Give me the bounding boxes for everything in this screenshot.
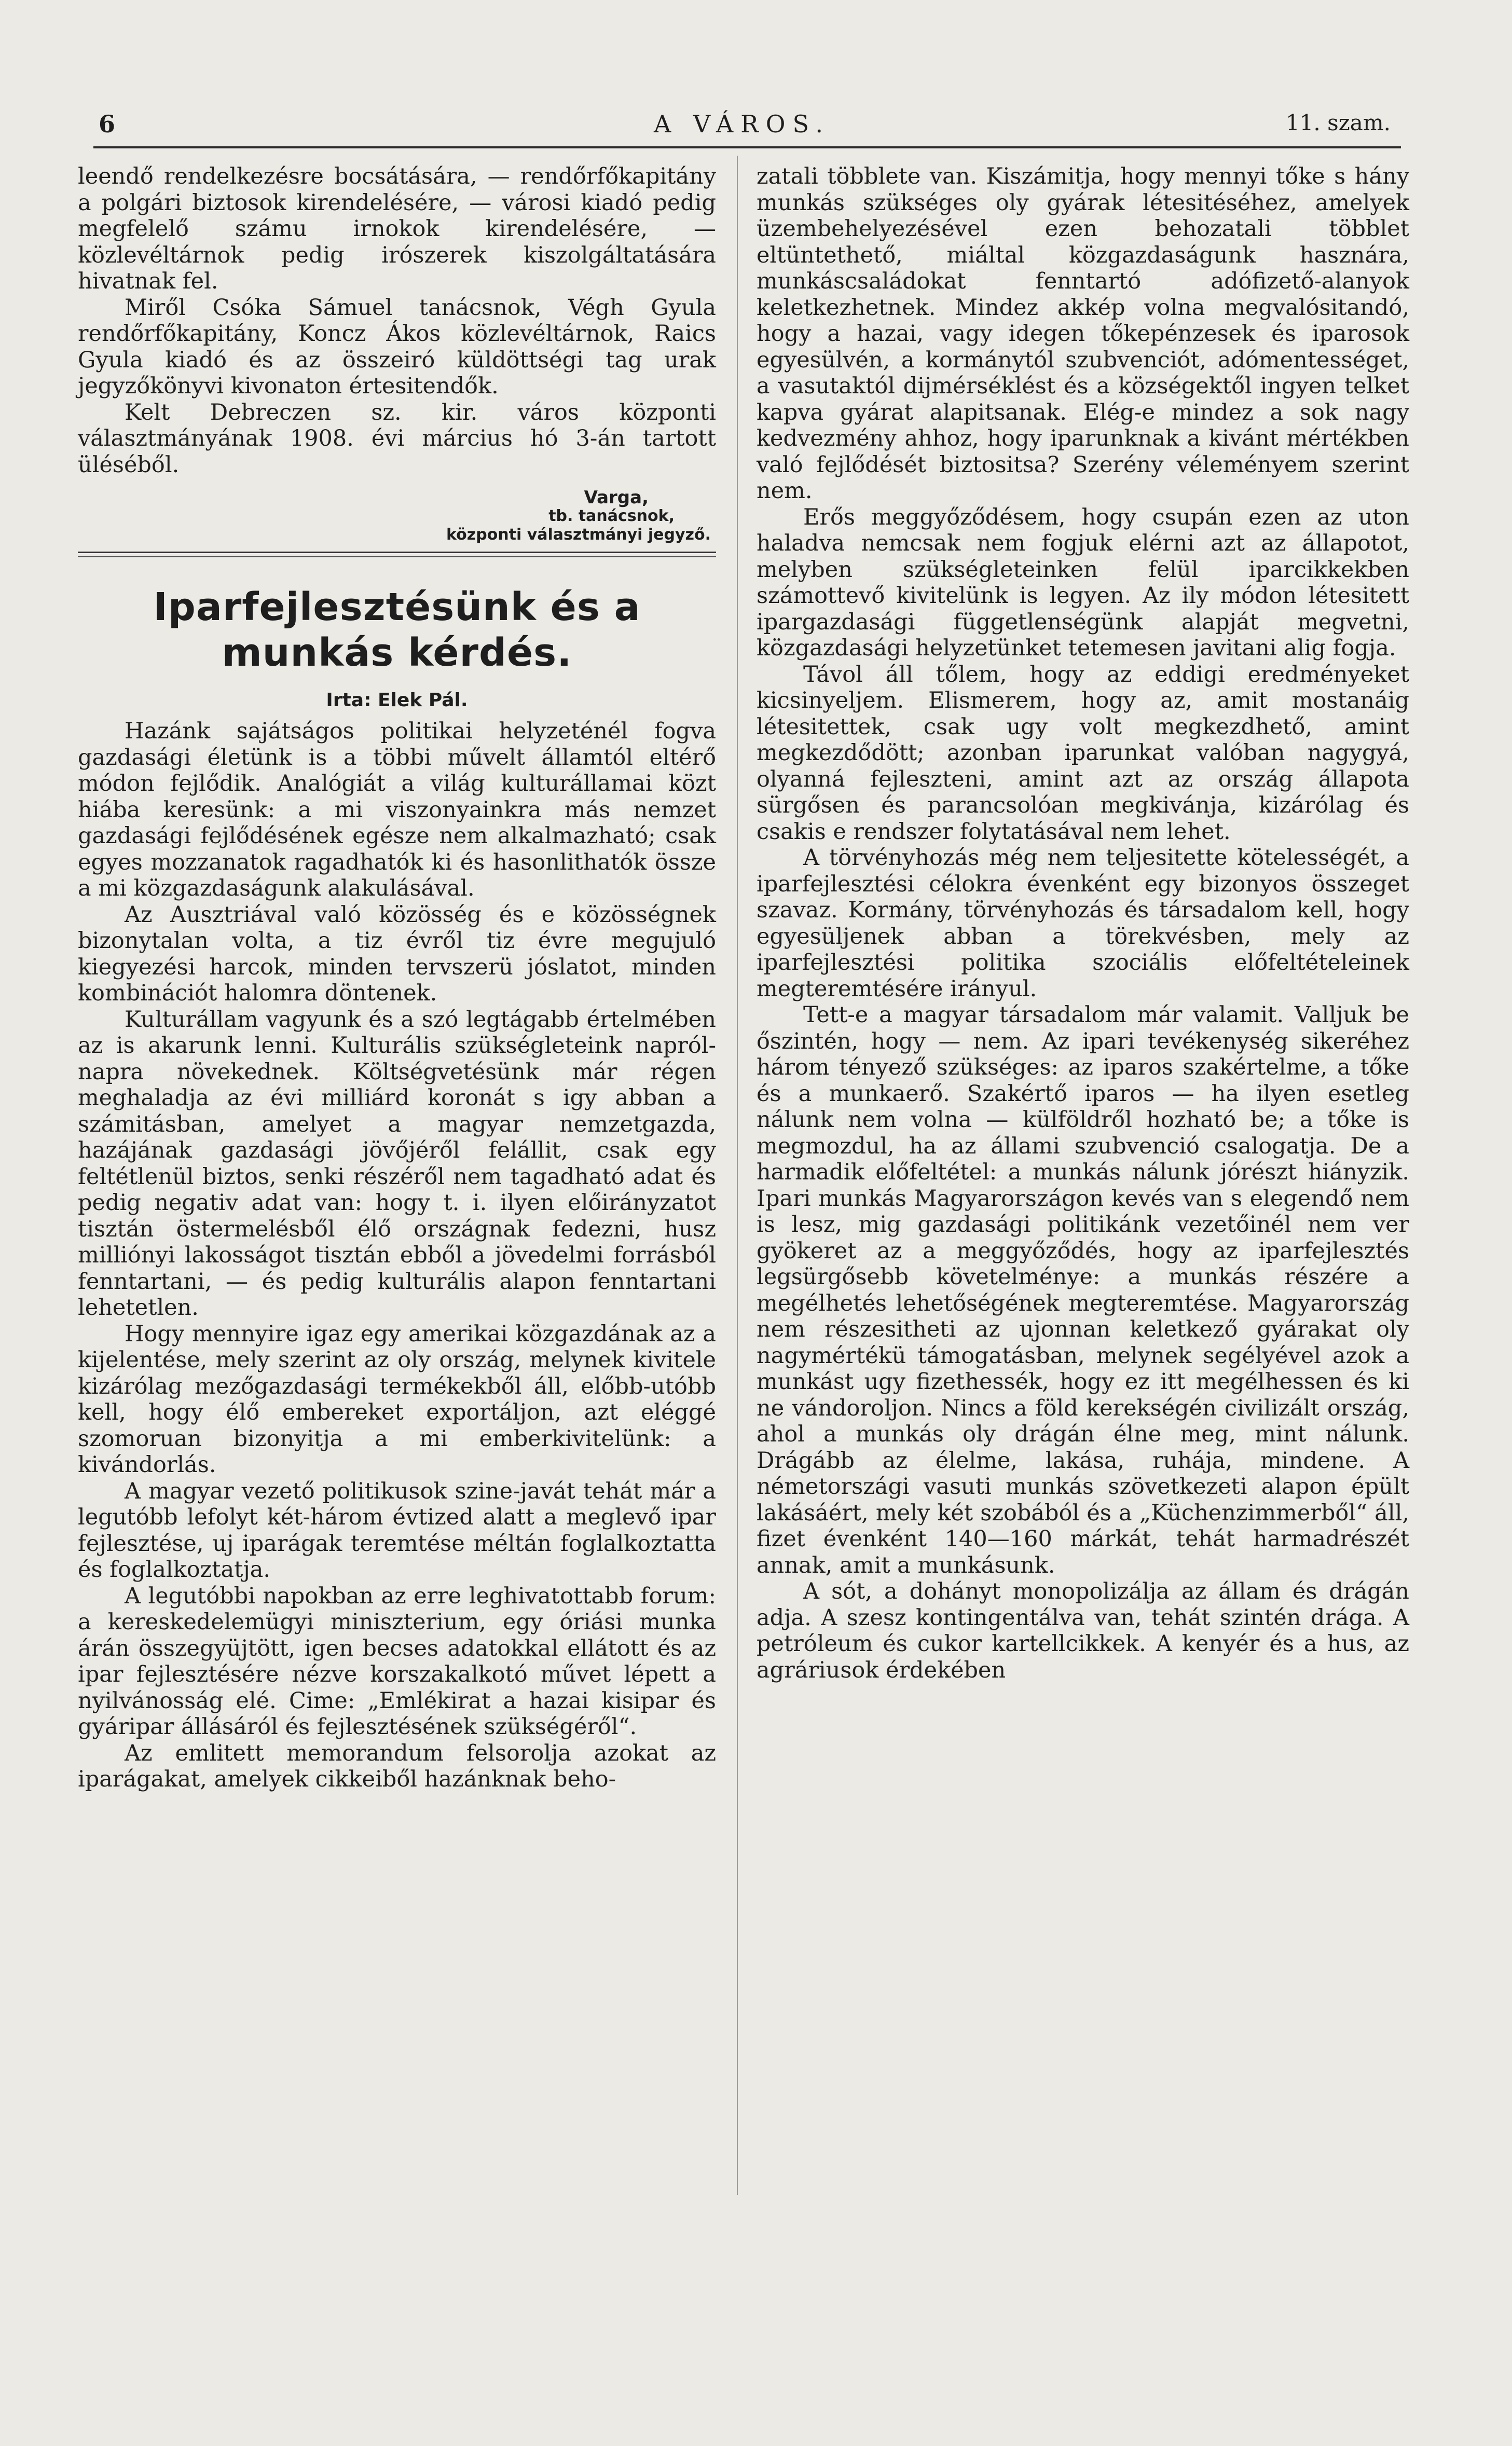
right-column <box>757 163 1409 1683</box>
article-paragraph: Erős meggyőződésem, hogy csupán ezen az uton haladva nemcsak nem fogjuk elérni azt az állapotot, melyben szükségleteinken felül iparcikkekben számottevő kivitelünk is legyen. Az ily módon létesitett ipargazdasági függetlenségünk alapját megvetni, közgazdasági helyzetünket tetemesen javitani alig fogja. <box>757 504 1409 661</box>
article-paragraph: Az Ausztriával való közösség és e közösségnek bizonytalan volta, a tiz évről tiz évre megujuló kiegyezési harcok, minden tervszerü jóslatot, minden kombinációt halomra döntenek. <box>78 901 716 1006</box>
article-title: Iparfejlesztésünk és a munkás kérdés. <box>153 585 641 675</box>
page-header <box>93 104 1401 145</box>
article-paragraph: Tett-e a magyar társadalom már valamit. Valljuk be őszintén, hogy — nem. Az ipari tevékenység sikeréhez három tényező szükséges: az iparos szakértelme, a tőke és a munkaerő. Szakértő iparos — ha ilyen esetleg nálunk nem volna — külföldről hozható be; a tőke is megmozdul, ha az állami szubvenció csalogatja. De a harmadik előfeltétel: a munkás nálunk jórészt hiányzik. Ipari munkás Magyarországon kevés van s elegendő nem is lesz, mig gazdasági politikánk vezetőinél nem ver gyökeret az a meggyőződés, hogy az iparfejlesztés legsürgősebb követelménye: a munkás részére a megélhetés lehetőségének megteremtése. Magyarország nem részesitheti az ujonnan keletkező gyárakat oly nagymértékü támogatásban, melynek segélyével azok a munkást ugy fizethessék, hogy ez itt megélhessen és ki ne vándoroljon. Nincs a föld kerekségén civilizált ország, ahol a munkás oly drágán élne meg, mint nálunk. Drágább az élelme, lakása, ruhája, mindene. A németországi vasuti munkás szövetkezeti alapon épült lakásáért, mely két szobából és a „Küchenzimmerből“ áll, fizet évenként 140—160 márkát, tehát harmadrészét annak, amit a munkásunk. <box>757 1002 1409 1578</box>
article-paragraph: Hogy mennyire igaz egy amerikai közgazdának az a kijelentése, mely szerint az oly ország, melynek kivitele kizárólag mezőgazdasági termékekből áll, előbb-utóbb kell, hogy élő embereket exportáljon, azt eléggé szomoruan bizonyitja a mi emberkivitelünk: a kivándorlás. <box>78 1321 716 1478</box>
journal-title: A VÁROS. <box>654 110 831 138</box>
article-paragraph: A sót, a dohányt monopolizálja az állam és drágán adja. A szesz kontingentálva van, tehát szintén drága. A petróleum és cukor kartellcikkek. A kenyér és a hus, az agráriusok érdekében <box>757 1578 1409 1683</box>
left-column <box>78 163 716 1793</box>
article-paragraph: A legutóbbi napokban az erre leghivatottabb forum: a kereskedelemügyi miniszterium, egy óriási munka árán összegyüjtött, igen becses adatokkal ellátott és az ipar fejlesztésére nézve korszakalkotó művet lépett a nyilvánosság elé. Cime: „Emlékirat a hazai kisipar és gyáripar állásáról és fejlesztésének szükségéről“. <box>78 1583 716 1740</box>
signature-name: Varga, <box>584 487 649 508</box>
article-paragraph: zatali többlete van. Kiszámitja, hogy mennyi tőke s hány munkás szükséges oly gyárak létesitéséhez, amelyek üzembehelyezésével ezen behozatali többlet eltüntethető, miáltal közgazdaságunk hasznára, munkáscsaládokat fenntartó adófizető-alanyok keletkezhetnek. Mindez akkép volna megvalósitandó, hogy a hazai, vagy idegen tőkepénzesek és iparosok egyesülvén, a kormánytól szubvenciót, adómentességet, a vasutaktól dijmérséklést és a községektől ingyen telket kapva gyárat alapitsanak. Elég-e mindez a sok nagy kedvezmény ahhoz, hogy iparunknak a kivánt mértékben való fejlődését biztositsa? Szerény véleményem szerint nem. <box>757 163 1409 504</box>
article-paragraph: Távol áll tőlem, hogy az eddigi eredményeket kicsinyeljem. Elismerem, hogy az, amit mostanáig létesitettek, csak ugy volt megkezdhető, amint megkezdődött; azonban iparunkat valóban nagygyá, olyanná fejleszteni, amint azt az ország állapota sürgősen és parancsolóan megkivánja, kizárólag és csakis e rendszer folytatásával nem lehet. <box>757 661 1409 845</box>
article-paragraph: A magyar vezető politikusok szine-javát tehát már a legutóbb lefolyt két-három évtized alatt a meglevő ipar fejlesztése, uj iparágak teremtése méltán foglalkoztatta és foglalkoztatja. <box>78 1478 716 1583</box>
issue-number: 11. szam. <box>1285 110 1391 135</box>
article-paragraph: Kulturállam vagyunk és a szó legtágabb értelmében az is akarunk lenni. Kulturális szükségleteink napról-napra növekednek. Költségvetésünk már régen meghaladja az évi milliárd koronát s igy abban a számitásban, amelyet a magyar nemzetgazda, hazájának gazdasági jövőjéről felállit, csak egy feltétlenül biztos, senki részéről nem tagadható adat és pedig negativ adat van: hogy t. i. ilyen előirányzatot tisztán östermelésből élő országnak fedezni, husz milliónyi lakosságot tisztán ebből a jövedelmi forrásból fenntartani, — és pedig kulturális alapon fenntartani lehetetlen. <box>78 1006 716 1321</box>
header-rule <box>93 146 1401 148</box>
intro-paragraph: Miről Csóka Sámuel tanácsnok, Végh Gyula rendőrfőkapitány, Koncz Ákos közlevéltárnok, Raics Gyula kiadó és az összeiró küldöttségi tag urak jegyzőkönyvi kivonaton értesitendők. <box>78 294 716 399</box>
article-paragraph: A törvényhozás még nem teljesitette kötelességét, a iparfejlesztési célokra évenként egy bizonyos összeget szavaz. Kormány, törvényhozás és társadalom kell, hogy egyesüljenek abban a törekvésben, mely az iparfejlesztési politika szociális előfeltételeinek megteremtésére irányul. <box>757 845 1409 1002</box>
section-divider <box>78 556 716 557</box>
page-number: 6 <box>99 110 116 138</box>
intro-paragraph: Kelt Debreczen sz. kir. város központi választmányának 1908. évi március hó 3-án tartott üléséből. <box>78 399 716 478</box>
signature-role: tb. tanácsnok, <box>548 507 675 525</box>
article-byline: Irta: Elek Pál. <box>326 690 468 711</box>
intro-paragraph: leendő rendelkezésre bocsátására, — rendőrfőkapitány a polgári biztosok kirendelésére, — városi kiadó pedig megfelelő számu irnokok kirendelésére, — közlevéltárnok pedig irószerek kiszolgáltatására hivatnak fel. <box>78 163 716 294</box>
section-divider <box>78 552 716 553</box>
article-paragraph: Az emlitett memorandum felsorolja azokat az iparágakat, amelyek cikkeiből hazánknak beho- <box>78 1740 716 1792</box>
signature-office: központi választmányi jegyző. <box>446 526 711 544</box>
signature-block <box>78 488 716 544</box>
article-paragraph: Hazánk sajátságos politikai helyzeténél fogva gazdasági életünk is a többi művelt államtól eltérő módon fejlődik. Analógiát a világ kulturállamai közt hiába keresünk: a mi viszonyainkra más nemzet gazdasági fejlődésének egésze nem alkalmazható; csak egyes mozzanatok ragadhatók ki és hasonlithatók össze a mi közgazdaságunk alakulásával. <box>78 718 716 901</box>
column-divider <box>737 156 738 2195</box>
